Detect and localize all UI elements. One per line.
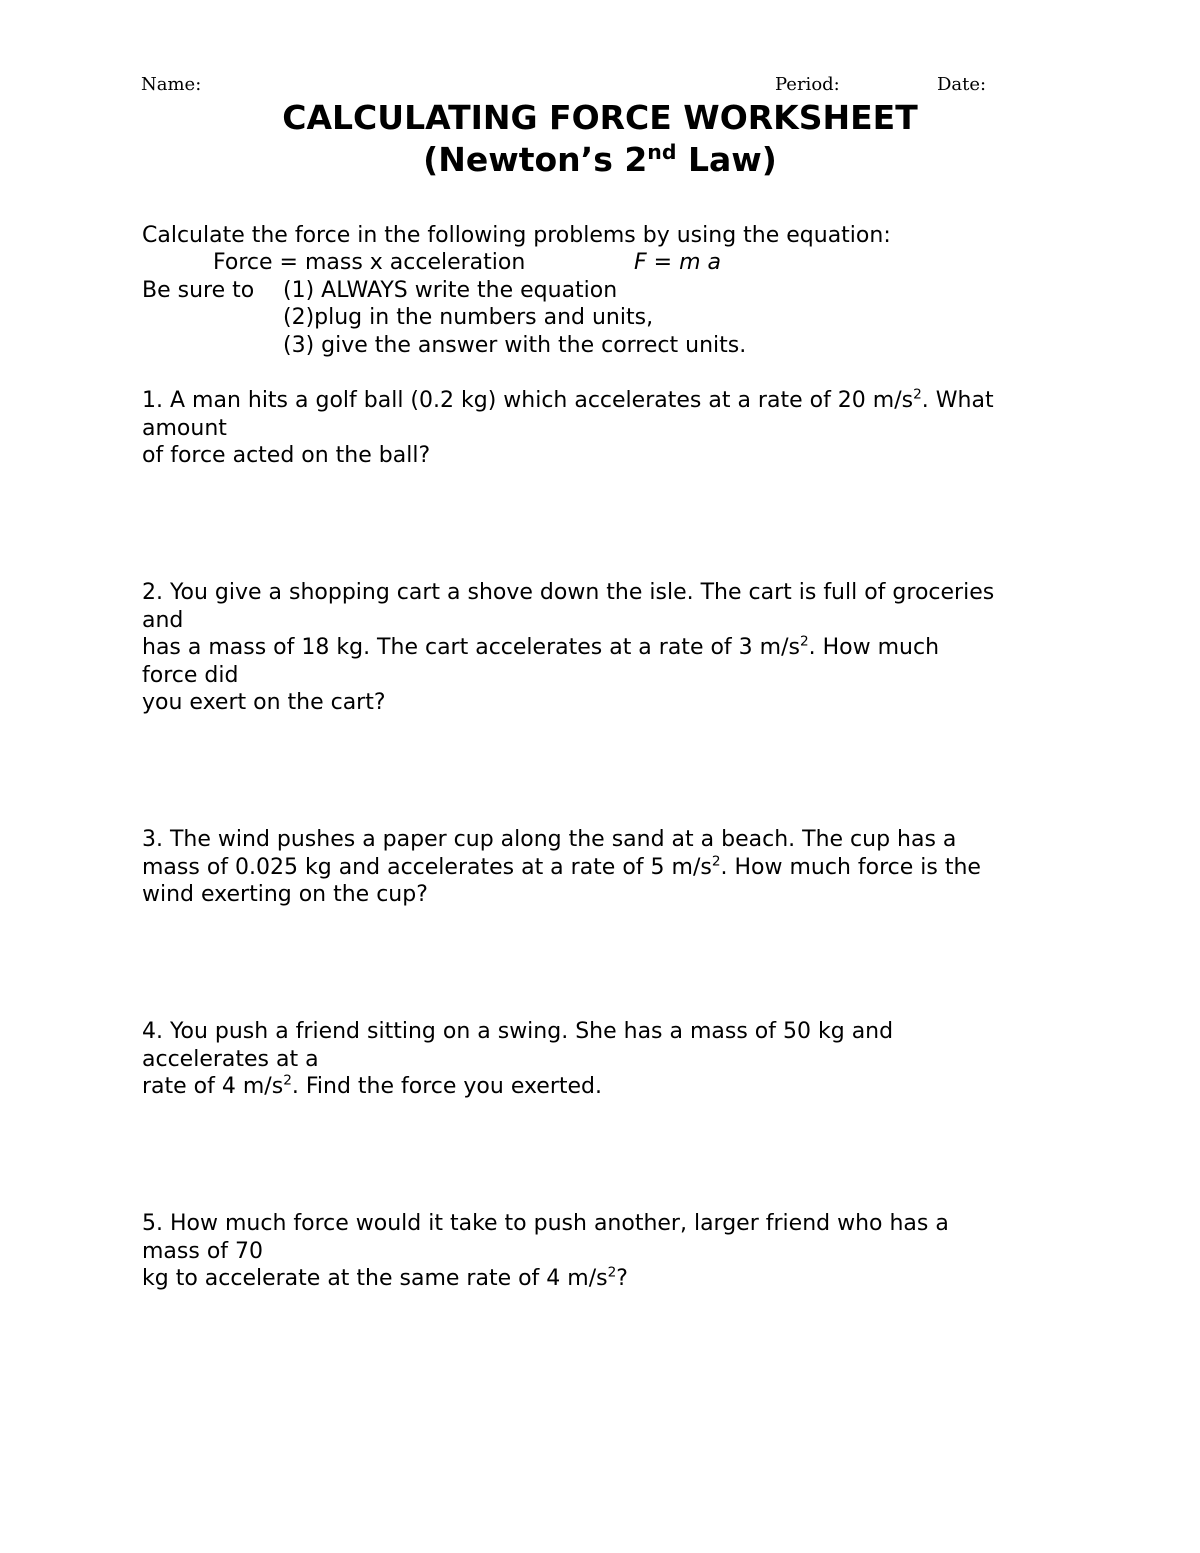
- question-1-line-1: 1. A man hits a golf ball (0.2 kg) which accelerates at a rate of 20 $m/s^2$. What: [142, 386, 994, 413]
- question-2-line-3: has a mass of 18 kg. The cart accelerates at a rate of 3 $m/s^2$. How much: [142, 633, 940, 660]
- question-1: [142, 387, 994, 470]
- question-3: [142, 826, 981, 909]
- question-2: [142, 579, 994, 717]
- worksheet-subtitle: (Newton’s 2nd Law): [423, 140, 777, 179]
- question-2-line-2: and: [142, 607, 184, 633]
- question-4-line-3: rate of 4 $m/s^2$. Find the force you exerted.: [142, 1072, 603, 1099]
- worksheet-title: CALCULATING FORCE WORKSHEET: [282, 98, 918, 137]
- question-5-line-2: mass of 70: [142, 1238, 264, 1264]
- question-4-line-1: 4. You push a friend sitting on a swing. She has a mass of 50 kg and: [142, 1019, 894, 1044]
- date-label: Date:: [937, 74, 987, 95]
- question-5: [142, 1210, 949, 1293]
- step-2: (2)plug in the numbers and units,: [283, 305, 654, 330]
- instruction-text: Calculate the force in the following problems by using the equation:: [142, 223, 891, 248]
- question-3-line-2: mass of 0.025 kg and accelerates at a rate of 5 $m/s^2$. How much force is the: [142, 853, 981, 880]
- be-sure-label: Be sure to: [142, 278, 255, 303]
- period-label: Period:: [775, 74, 840, 95]
- question-3-line-1: 3. The wind pushes a paper cup along the sand at a beach. The cup has a: [142, 827, 957, 852]
- step-3: (3) give the answer with the correct units.: [283, 333, 747, 358]
- question-1-line-3: of force acted on the ball?: [142, 443, 431, 468]
- question-2-line-4: force did: [142, 662, 239, 688]
- name-label: Name:: [141, 74, 202, 95]
- question-1-line-2: amount: [142, 415, 227, 441]
- equation-words: Force = mass x acceleration: [213, 250, 526, 275]
- question-2-line-5: you exert on the cart?: [142, 690, 386, 715]
- question-5-line-3: kg to accelerate at the same rate of 4 $m/s^2$?: [142, 1264, 628, 1291]
- question-4: [142, 1018, 893, 1101]
- question-5-line-1: 5. How much force would it take to push another, larger friend who has a: [142, 1211, 949, 1236]
- question-3-line-3: wind exerting on the cup?: [142, 882, 428, 907]
- question-2-line-1: 2. You give a shopping cart a shove down the isle. The cart is full of groceries: [142, 580, 995, 605]
- question-4-line-2: accelerates at a: [142, 1046, 319, 1072]
- equation-symbols: F = m a: [634, 250, 721, 275]
- step-1: (1) ALWAYS write the equation: [283, 278, 618, 303]
